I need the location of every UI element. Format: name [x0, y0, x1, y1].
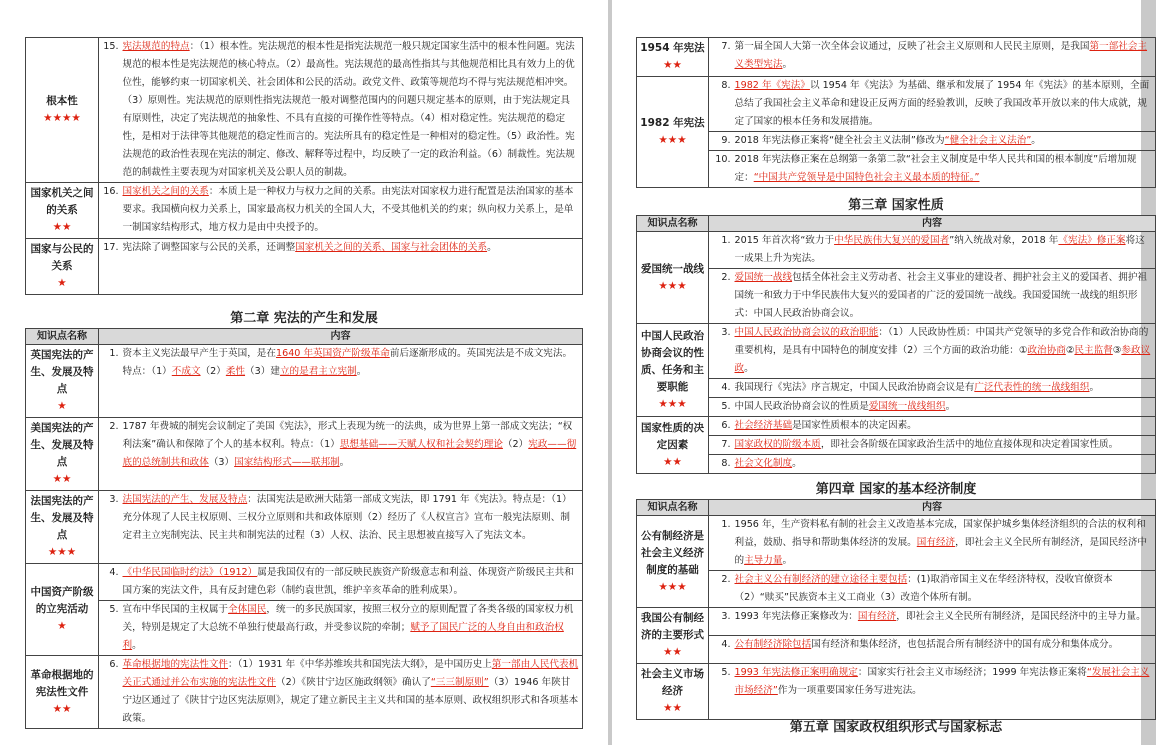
topic-name: 我国公有制经济的主要形式: [641, 612, 704, 641]
highlight-text: 政治协商: [1027, 345, 1066, 356]
item-number: 8.: [709, 77, 733, 132]
body-text: 2015 年首次将“致力于: [734, 235, 835, 246]
body-text: 。: [1089, 382, 1100, 393]
highlight-text: 广泛代表性的统一战线组织: [974, 382, 1090, 393]
highlight-text: 《宪法》修正案: [1058, 235, 1126, 246]
item-number: 7.: [709, 38, 733, 77]
item-content: [121, 345, 583, 418]
topic-name: 国家性质的决定因素: [641, 421, 704, 451]
highlight-text: 第一部社会主义类型宪法: [734, 41, 1148, 70]
chapter-5-block: [636, 720, 1156, 736]
item-content: [121, 656, 583, 729]
importance-stars: ★★: [52, 221, 72, 233]
body-text: 是国家性质根本的决定因素。: [792, 420, 917, 431]
item-content: [121, 601, 583, 656]
body-text: ：(1)取消帝国主义在华经济特权，没收官僚资本（2）“赎买”民族资本主义工商业（3）改造个体所有制。: [734, 574, 1113, 603]
topic-name: 中国资产阶级的立宪活动: [30, 586, 94, 615]
importance-stars: ★★: [52, 702, 72, 715]
importance-stars: ★★★: [658, 397, 687, 410]
body-text: 。: [356, 366, 367, 377]
importance-stars: ★★: [663, 646, 682, 658]
highlight-text: 第一部由人民代表机关正式通过并公布实施的宪法性文件: [122, 659, 579, 688]
highlight-text: 国家机关之间的关系、国家与社会团体的关系: [295, 242, 488, 253]
body-text: ，统一的多民族国家，按照三权分立的原则配置了各类各级的国家权力机关，特别是规定了大总统不单独行使最高行政，并受参议院的牵制；: [122, 604, 574, 633]
highlight-text: 宪政——彻底的总统制共和政体: [122, 439, 577, 468]
item-number: 8.: [709, 455, 733, 474]
body-text: 作为一项重要国家任务写进宪法。: [777, 685, 922, 696]
item-content: [733, 398, 1156, 417]
table-row: [637, 436, 1156, 455]
topic-name: 国家与公民的关系: [30, 243, 94, 272]
item-content: [733, 608, 1156, 636]
body-text: ，即社会主义全民所有制经济，是国民经济中的主导力量。: [896, 611, 1146, 622]
table-row: [26, 564, 583, 601]
highlight-text: 法国宪法的产生、发展及特点: [122, 494, 248, 505]
table-row: [26, 656, 583, 729]
highlight-text: 1640 年英国资产阶级革命: [276, 348, 390, 359]
highlight-text: 柔性: [225, 366, 246, 377]
item-content: [733, 232, 1156, 269]
highlight-text: 1993 年宪法修正案明确规定: [734, 667, 858, 678]
highlight-text: 不成文: [171, 366, 201, 377]
highlight-text: 社会经济基础: [734, 420, 793, 431]
body-text: 宪法除了调整国家与公民的关系，还调整: [122, 242, 296, 253]
importance-stars: ★★★★: [43, 112, 81, 124]
item-number: 3.: [709, 324, 733, 379]
item-content: [733, 417, 1156, 436]
body-text: （3）1946 年陕甘宁边区通过了《陕甘宁边区宪法原则》，规定了建立新民主主义共和国的基本原则、政权组织形式和各项基本政策。: [122, 677, 579, 724]
body-text: （2）: [502, 439, 529, 450]
table-row: [637, 636, 1156, 664]
table-row: [637, 151, 1156, 188]
item-number: 4.: [709, 379, 733, 398]
header-topic: 知识点名称: [637, 216, 709, 232]
item-number: 3.: [709, 608, 733, 636]
highlight-text: 主导力量: [744, 555, 783, 566]
table-row: [637, 417, 1156, 436]
topic-cell: [26, 183, 99, 239]
item-content: [733, 151, 1156, 188]
body-text: 资本主义宪法最早产生于英国，是在: [122, 348, 276, 359]
importance-stars: ★★: [663, 702, 682, 714]
body-text: （3）: [208, 457, 235, 468]
header-content: 内容: [99, 329, 583, 345]
table-row: [637, 232, 1156, 269]
body-text: 。: [792, 458, 802, 469]
body-text: 2018 年宪法修正案将“健全社会主义法制”修改为: [734, 135, 945, 146]
body-text: 。: [744, 363, 754, 374]
table-header-row: [637, 500, 1156, 516]
body-text: 。: [782, 59, 793, 70]
item-content: [121, 564, 583, 601]
topic-name: 1982 年宪法: [640, 117, 705, 129]
importance-stars: ★★★: [658, 279, 687, 292]
table-row: [637, 324, 1156, 379]
body-text: 1787 年费城的制宪会议制定了美国《宪法》，形式上表现为统一的法典，成为世界上第一部成文宪法；“权利法案”确认和保障了个人的基本权利。特点：（1）: [122, 421, 573, 450]
item-number: 2.: [99, 418, 121, 491]
topic-cell: [637, 324, 709, 417]
highlight-text: 国有经济: [916, 537, 956, 548]
item-number: 4.: [99, 564, 121, 601]
item-content: [733, 38, 1156, 77]
chapter-2-block: [25, 311, 583, 729]
highlight-text: 社会主义公有制经济的建立途径主要包括: [734, 574, 908, 585]
body-text: 。: [339, 457, 350, 468]
topic-name: 国家机关之间的关系: [30, 187, 94, 216]
body-text: 国有经济和集体经济，也包括混合所有制经济中的国有成分和集体成分。: [811, 639, 1119, 650]
topic-name: 社会主义市场经济: [641, 668, 704, 697]
table-header-row: [26, 329, 583, 345]
header-topic: 知识点名称: [637, 500, 709, 516]
topic-cell: [637, 232, 709, 324]
item-number: 7.: [709, 436, 733, 455]
item-number: 6.: [709, 417, 733, 436]
table-header-row: [637, 216, 1156, 232]
item-content: [121, 418, 583, 491]
chapter-title: 第二章 宪法的产生和发展: [230, 311, 378, 326]
topic-cell: [637, 664, 709, 720]
body-text: 1993 年宪法修正案修改为：: [734, 611, 858, 622]
highlight-text: 公有制经济除包括: [734, 639, 812, 650]
topic-cell: [26, 564, 99, 656]
importance-stars: ★★: [52, 473, 72, 485]
importance-stars: ★★: [663, 455, 682, 468]
item-number: 1.: [709, 516, 733, 571]
highlight-text: 爱国统一战线组织: [868, 401, 946, 412]
body-text: ：本质上是一种权力与权力之间的关系。由宪法对国家权力进行配置是法治国家的基本要求。我国横向权力关系上，国家最高权力机关的全国人大，不受其他机关的约束；纵向权力关系上，是单一制国家结构形式，地方权力是由中央授予的。: [122, 186, 574, 233]
item-number: 15.: [99, 38, 121, 183]
body-text: （2）: [200, 366, 226, 377]
topic-cell: [637, 516, 709, 608]
body-text: 中国人民政治协商会议的性质是: [734, 401, 869, 412]
importance-stars: ★★: [663, 59, 682, 71]
importance-stars: ★★★: [658, 580, 687, 593]
highlight-text: 国家政权的阶级本质: [734, 439, 821, 450]
table-row: [637, 77, 1156, 132]
item-number: 2.: [709, 571, 733, 608]
topic-name: 根本性: [46, 95, 78, 107]
body-text: 将这一成果上升为宪法。: [734, 235, 1145, 264]
topic-name: 英国宪法的产生、发展及特点: [30, 349, 94, 395]
item-number: 5.: [99, 601, 121, 656]
body-text: 。: [945, 401, 956, 412]
item-number: 17.: [99, 239, 121, 295]
item-number: 5.: [709, 664, 733, 720]
table-row: [26, 183, 583, 239]
highlight-text: 思想基础——天赋人权和社会契约理论: [339, 439, 503, 450]
highlight-text: 《中华民国临时约法》（1912）: [122, 567, 258, 578]
item-number: 16.: [99, 183, 121, 239]
chapter-title: 第三章 国家性质: [848, 198, 944, 213]
highlight-text: 宪法规范的特点: [122, 41, 190, 52]
table-row: [637, 379, 1156, 398]
body-text: 以 1954 年《宪法》为基础、继承和发展了 1954 年《宪法》的基本原则，全面总结了我国社会主义革命和建设正反两方面的经验教训，反映了我国改革开放以来的伟大成就，规定了国家的根本任务和发展措施。: [734, 80, 1150, 127]
body-text: ：法国宪法是欧洲大陆第一部成文宪法，即 1791 年《宪法》。特点是：（1）充分体现了人民主权原则、三权分立原则和共和政体原则（2）经历了《人权宣言》宣布一般宪法原则、制定君主立宪制宪法、民主共和制宪法的过程（3）人权、法治、民主思想被直接写入了宪法文本。: [122, 494, 572, 541]
highlight-text: 社会文化制度: [734, 458, 793, 469]
topic-name: 中国人民政治协商会议的性质、任务和主要职能: [641, 329, 704, 393]
body-text: （2）《陕甘宁边区施政纲领》确认了: [276, 677, 431, 688]
item-number: 10.: [709, 151, 733, 188]
highlight-text: 国有经济: [857, 611, 897, 622]
body-text: ，即社会主义全民所有制经济，是国民经济中的: [734, 537, 1148, 566]
table-row: [637, 132, 1156, 151]
item-content: [733, 436, 1156, 455]
topic-cell: [26, 491, 99, 564]
highlight-text: 赋予了国民广泛的人身自由和政治权利: [122, 622, 564, 651]
highlight-text: “健全社会主义法治”: [944, 135, 1032, 146]
topic-cell: [26, 239, 99, 295]
importance-stars: ★: [57, 400, 67, 412]
item-content: [733, 379, 1156, 398]
highlight-text: 中华民族伟大复兴的爱国者: [834, 235, 950, 246]
chapter-3-block: [636, 198, 1156, 474]
highlight-text: 国家机关之间的关系: [122, 186, 209, 197]
table-constitution-history: [636, 37, 1156, 188]
body-text: ：（1）人民政协性质：中国共产党领导的多党合作和政治协商的重要机构，是具有中国特色的制度安排（2）三个方面的政治功能：①: [734, 327, 1149, 356]
item-number: 9.: [709, 132, 733, 151]
topic-cell: [26, 345, 99, 418]
topic-name: 美国宪法的产生、发展及特点: [30, 422, 94, 468]
importance-stars: ★★★: [47, 546, 77, 558]
item-number: 2.: [709, 269, 733, 324]
item-content: [733, 571, 1156, 608]
highlight-text: “发展社会主义市场经济”: [734, 667, 1150, 696]
table-row: [637, 608, 1156, 636]
table-row: [637, 516, 1156, 571]
item-content: [733, 132, 1156, 151]
body-text: ：（1）1931 年《中华苏维埃共和国宪法大纲》，是中国历史上: [228, 659, 492, 670]
body-text: （3）建: [245, 366, 280, 377]
body-text: ③: [1112, 345, 1122, 356]
item-number: 3.: [99, 491, 121, 564]
table-row: [26, 239, 583, 295]
table-row: [26, 491, 583, 564]
importance-stars: ★: [57, 277, 67, 289]
body-text: ：（1）根本性。宪法规范的根本性是指宪法规范一般只规定国家生活中的根本性问题。宪法规范的根本性是宪法规范的核心特点。（2）最高性。宪法规范的最高性指其与其他规范相比具有效力上的优位性，能够约束一切国家机关、社会团体和公民的活动。政党文件、政策等规范均不得与宪法规范相冲突。（3）原则性。宪法规范的原则性指宪法规范一般对调整范围内的问题只规定基本的原则，由于宪法规定具有原则性，决定了宪法规范的抽象性、不具有直接的可操作性等特点。（4）相对稳定性。宪法规范的稳定性，是相对于法律等其他规范的稳定性而言的。宪法所具有的稳定性是一种相对的稳定性。（5）政治性。宪法规范的政治性表现在宪法的制定、修改、解释等过程中，均反映了一定的政治利益。（6）制裁性。宪法规范的制裁性主要表现为对国家机关及公职人员的制裁。: [122, 41, 575, 178]
highlight-text: 立的是君主立宪制: [279, 366, 357, 377]
highlight-text: 国家结构形式——联邦制: [234, 457, 340, 468]
item-content: [121, 239, 583, 295]
body-text: ”纳入统战对象，2018 年: [949, 235, 1059, 246]
table-row: [637, 38, 1156, 77]
topic-name: 法国宪法的产生、发展及特点: [30, 495, 94, 541]
body-text: ，即社会各阶级在国家政治生活中的地位直接体现和决定着国家性质。: [820, 439, 1119, 450]
item-content: [733, 77, 1156, 132]
body-text: 。: [487, 242, 497, 253]
item-content: [733, 324, 1156, 379]
topic-cell: [637, 77, 709, 188]
body-text: 。: [132, 640, 142, 651]
body-text: 2018 年宪法修正案在总纲第一条第二款“社会主义制度是中华人民共和国的根本制度”后增加规定：: [734, 154, 1137, 183]
topic-cell: [26, 38, 99, 183]
item-number: 4.: [709, 636, 733, 664]
item-content: [733, 636, 1156, 664]
body-text: 宣布中华民国的主权属于: [122, 604, 229, 615]
body-text: ②: [1065, 345, 1075, 356]
importance-stars: ★★★: [658, 134, 687, 146]
highlight-text: 爱国统一战线: [734, 272, 793, 283]
table-row: [637, 664, 1156, 720]
topic-name: 爱国统一战线: [641, 262, 704, 275]
item-content: [121, 183, 583, 239]
topic-cell: [637, 608, 709, 664]
header-content: 内容: [709, 216, 1156, 232]
item-number: 6.: [99, 656, 121, 729]
table-row: [26, 38, 583, 183]
item-content: [733, 269, 1156, 324]
highlight-text: 参政议政: [734, 345, 1151, 374]
body-text: 。: [782, 555, 793, 566]
item-content: [733, 516, 1156, 571]
item-content: [733, 455, 1156, 474]
table-row: [26, 418, 583, 491]
chapter-title: 第五章 国家政权组织形式与国家标志: [789, 720, 1003, 735]
item-number: 5.: [709, 398, 733, 417]
document-page-right: [612, 0, 1151, 745]
topic-cell: [637, 38, 709, 77]
table-fundamental: [25, 37, 583, 295]
highlight-text: 革命根据地的宪法性文件: [122, 659, 229, 670]
item-number: 1.: [99, 345, 121, 418]
highlight-text: “中国共产党领导是中国特色社会主义最本质的特征。”: [753, 172, 980, 183]
topic-cell: [637, 417, 709, 474]
chapter-4-block: [636, 482, 1156, 720]
body-text: 1956 年，生产资料私有制的社会主义改造基本完成，国家保护城乡集体经济组织的合法的权利和利益，鼓励、指导和帮助集体经济的发展。: [734, 519, 1146, 548]
table-row: [637, 269, 1156, 324]
highlight-text: 民主监督: [1074, 345, 1113, 356]
header-content: 内容: [709, 500, 1156, 516]
body-text: 。: [1031, 135, 1041, 146]
topic-cell: [26, 656, 99, 729]
table-row: [26, 601, 583, 656]
body-text: 我国现行《宪法》序言规定，中国人民政治协商会议是有: [734, 382, 975, 393]
body-text: 前后逐渐形成的。英国宪法是不成文宪法。特点：（1）: [122, 348, 573, 377]
item-content: [121, 38, 583, 183]
table-row: [637, 455, 1156, 474]
topic-name: 1954 年宪法: [640, 42, 705, 54]
chapter-title: 第四章 国家的基本经济制度: [815, 482, 977, 497]
body-text: 包括全体社会主义劳动者、社会主义事业的建设者、拥护社会主义的爱国者、拥护祖国统一和致力于中华民族伟大复兴的爱国者的广泛的爱国统一战线。我国爱国统一战线的组织形式：中国人民政治协商会议。: [734, 272, 1148, 319]
body-text: 属是我国仅有的一部反映民族资产阶级意志和利益、体现资产阶级民主共和国方案的宪法文件，具有反封建色彩（制约袁世凯，维护辛亥革命的胜利成果）。: [122, 567, 574, 596]
item-content: [733, 664, 1156, 720]
highlight-text: 中国人民政治协商会议的政治职能: [734, 327, 879, 338]
item-content: [121, 491, 583, 564]
table-row: [637, 398, 1156, 417]
topic-name: 革命根据地的宪法性文件: [30, 668, 94, 698]
body-text: 第一届全国人大第一次全体会议通过，反映了社会主义原则和人民民主原则，是我国: [734, 41, 1090, 52]
topic-cell: [26, 418, 99, 491]
highlight-text: 1982 年《宪法》: [734, 80, 810, 91]
table-row: [637, 571, 1156, 608]
highlight-text: 全体国民: [228, 604, 267, 615]
body-text: ：国家实行社会主义市场经济；1999 年宪法修正案将: [857, 667, 1087, 678]
topic-name: 公有制经济是社会主义经济制度的基础: [641, 529, 704, 576]
importance-stars: ★: [57, 620, 67, 632]
table-row: [26, 345, 583, 418]
item-number: 1.: [709, 232, 733, 269]
header-topic: 知识点名称: [26, 329, 99, 345]
highlight-text: “三三制原则”: [430, 677, 489, 688]
